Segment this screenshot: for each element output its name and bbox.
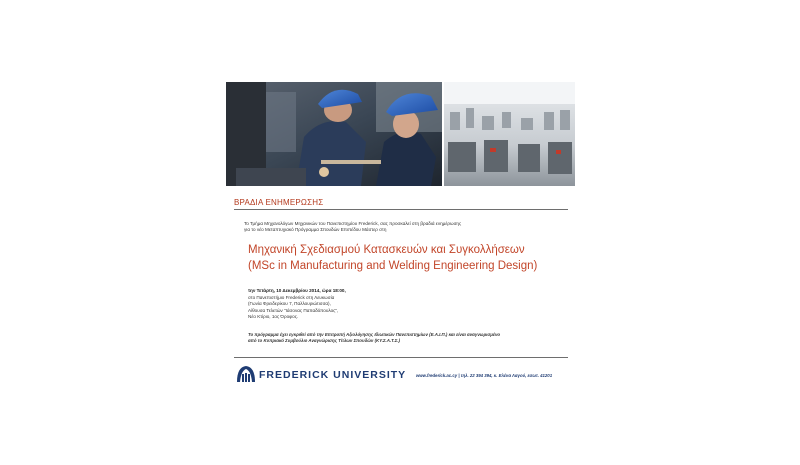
intro-text bbox=[244, 221, 564, 234]
event-heading: ΒΡΑΔΙΑ ΕΝΗΜΕΡΩΣΗΣ bbox=[234, 198, 324, 207]
accreditation-line: από το Κυπριακό Συμβούλιο Αναγνώρισης Τίτλων Σπουδών (ΚΥ.Σ.Α.Τ.Σ.) bbox=[248, 338, 401, 344]
invitation-flyer bbox=[226, 82, 575, 392]
event-details bbox=[248, 288, 346, 321]
university-logo-icon bbox=[236, 365, 256, 388]
contact-info: www.frederick.ac.cy | τηλ. 22 394 394, κ. Ελένα Λαγού, εσωτ. 41201 bbox=[416, 373, 553, 378]
university-logo-text: FREDERICK UNIVERSITY bbox=[259, 369, 407, 381]
intro-line: για το νέο Μεταπτυχιακό Πρόγραμμα Σπουδών Επιπέδου Μάστερ στη bbox=[244, 227, 387, 233]
program-title-english: (MSc in Manufacturing and Welding Engineering Design) bbox=[248, 260, 538, 272]
header-photo bbox=[226, 82, 575, 186]
divider-bottom bbox=[234, 357, 568, 358]
event-location-line: (Γωνία Φρειδερίκου 7, Παλλουριώτισσα), bbox=[248, 301, 331, 307]
event-location-line: Νέο Κτίριο, 1ος Όροφος. bbox=[248, 314, 299, 320]
event-date: την Τετάρτη, 10 Δεκεμβρίου 2014, ώρα 18:00, bbox=[248, 288, 346, 293]
program-title-greek: Μηχανική Σχεδιασμού Κατασκευών και Συγκολλήσεων bbox=[248, 244, 525, 256]
accreditation-text bbox=[248, 332, 568, 344]
intro-line: Το Τμήμα Μηχανολόγων Μηχανικών του Πανεπιστημίου Frederick, σας προσκαλεί στη βραδιά ενημέρωσης bbox=[244, 221, 462, 226]
accreditation-line: Το πρόγραμμα έχει εγκριθεί από την Επιτροπή Αξιολόγησης Ιδιωτικών Πανεπιστημίων (Ε.Α.Ι.Π.) και είναι αναγνωρισμένο bbox=[248, 332, 501, 337]
divider-top bbox=[234, 209, 568, 210]
event-location-line: στο Πανεπιστήμιο Frederick στη Λευκωσία bbox=[248, 294, 335, 300]
event-location-line: Αίθουσα Τελετών "Ιάσονας Παπαδόπουλος", bbox=[248, 307, 339, 313]
